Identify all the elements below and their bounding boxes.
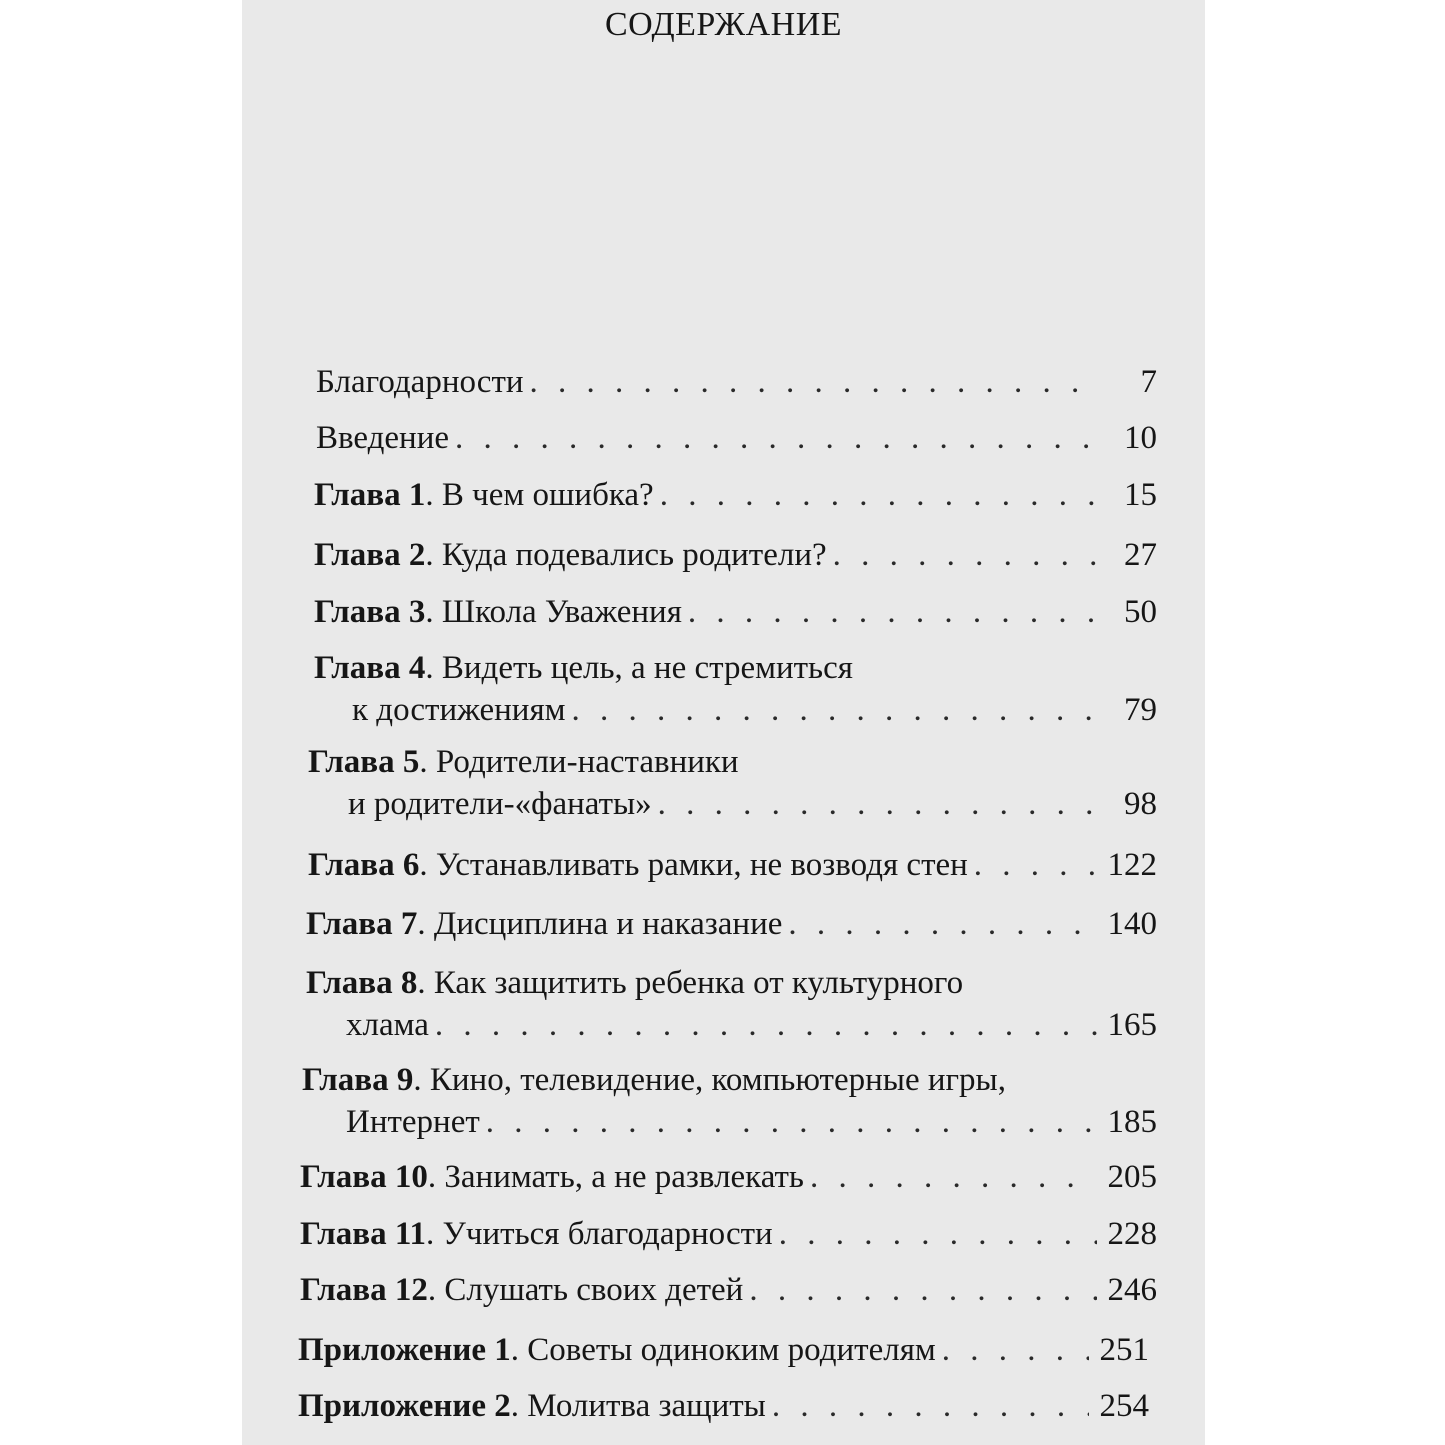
entry-title-continued: хлама bbox=[346, 1007, 429, 1043]
dot-leader bbox=[660, 475, 1097, 515]
dot-leader bbox=[779, 1214, 1097, 1254]
entry-page-number: 7 bbox=[1140, 364, 1157, 400]
entry-label: Глава 6 bbox=[308, 847, 420, 883]
entry-page-number: 228 bbox=[1107, 1216, 1157, 1252]
dot-leader bbox=[788, 904, 1097, 944]
entry-label: Глава 9 bbox=[302, 1062, 414, 1098]
entry-label: Глава 7 bbox=[306, 906, 418, 942]
entry-title: . Куда подевались родители? bbox=[425, 537, 827, 573]
entry-label: Глава 12 bbox=[300, 1272, 428, 1308]
entry-page-number: 98 bbox=[1124, 786, 1157, 822]
entry-page-number: 165 bbox=[1107, 1007, 1157, 1043]
dot-leader bbox=[688, 592, 1097, 632]
entry-title-continued: Интернет bbox=[346, 1104, 480, 1140]
entry-page-number: 79 bbox=[1124, 692, 1157, 728]
entry-page-number: 246 bbox=[1107, 1272, 1157, 1308]
dot-leader bbox=[486, 1102, 1097, 1142]
entry-page-number: 50 bbox=[1124, 594, 1157, 630]
entry-title: . Молитва защиты bbox=[510, 1388, 766, 1424]
entry-title: . Как защитить ребенка от культурного bbox=[417, 965, 964, 1001]
dot-leader bbox=[772, 1386, 1089, 1426]
dot-leader bbox=[749, 1270, 1097, 1310]
dot-leader bbox=[974, 845, 1097, 885]
entry-label: Глава 10 bbox=[300, 1159, 428, 1195]
entry-label: Глава 11 bbox=[300, 1216, 427, 1252]
entry-page-number: 254 bbox=[1099, 1388, 1149, 1424]
dot-leader bbox=[435, 1005, 1097, 1045]
book-page bbox=[242, 0, 1205, 1445]
entry-page-number: 15 bbox=[1124, 477, 1157, 513]
entry-label: Приложение 1 bbox=[298, 1332, 511, 1368]
entry-title: . Кино, телевидение, компьютерные игры, bbox=[413, 1062, 1006, 1098]
dot-leader bbox=[530, 362, 1097, 402]
entry-label: Глава 5 bbox=[308, 744, 420, 780]
entry-title: . Устанавливать рамки, не возводя стен bbox=[419, 847, 968, 883]
toc-heading: СОДЕРЖАНИЕ bbox=[604, 6, 843, 43]
entry-title: . Слушать своих детей bbox=[427, 1272, 744, 1308]
entry-title-continued: к достижениям bbox=[352, 692, 566, 728]
dot-leader bbox=[810, 1157, 1097, 1197]
entry-page-number: 251 bbox=[1099, 1332, 1149, 1368]
entry-label: Приложение 2 bbox=[298, 1388, 511, 1424]
entry-title: . Советы одиноким родителям bbox=[510, 1332, 936, 1368]
entry-title: . Занимать, а не развлекать bbox=[427, 1159, 804, 1195]
entry-title: . Родители-наставники bbox=[419, 744, 739, 780]
entry-title: . В чем ошибка? bbox=[425, 477, 654, 513]
entry-page-number: 27 bbox=[1124, 537, 1157, 573]
entry-title: . Учиться благодарности bbox=[426, 1216, 773, 1252]
entry-page-number: 10 bbox=[1124, 420, 1157, 456]
entry-label: Глава 4 bbox=[314, 650, 426, 686]
entry-title: . Школа Уважения bbox=[425, 594, 682, 630]
entry-page-number: 140 bbox=[1107, 906, 1157, 942]
entry-title: . Дисциплина и наказание bbox=[417, 906, 783, 942]
entry-page-number: 185 bbox=[1107, 1104, 1157, 1140]
dot-leader bbox=[833, 535, 1097, 575]
entry-page-number: 205 bbox=[1107, 1159, 1157, 1195]
entry-page-number: 122 bbox=[1107, 847, 1157, 883]
dot-leader bbox=[572, 690, 1097, 730]
entry-label: Глава 3 bbox=[314, 594, 426, 630]
dot-leader bbox=[658, 784, 1097, 824]
entry-title: Введение bbox=[316, 420, 450, 456]
entry-title: Благодарности bbox=[316, 364, 524, 400]
entry-label: Глава 8 bbox=[306, 965, 418, 1001]
entry-title: . Видеть цель, а не стремиться bbox=[425, 650, 853, 686]
entry-label: Глава 2 bbox=[314, 537, 426, 573]
dot-leader bbox=[455, 418, 1097, 458]
entry-label: Глава 1 bbox=[314, 477, 426, 513]
dot-leader bbox=[942, 1330, 1089, 1370]
entry-title-continued: и родители-«фанаты» bbox=[348, 786, 652, 822]
